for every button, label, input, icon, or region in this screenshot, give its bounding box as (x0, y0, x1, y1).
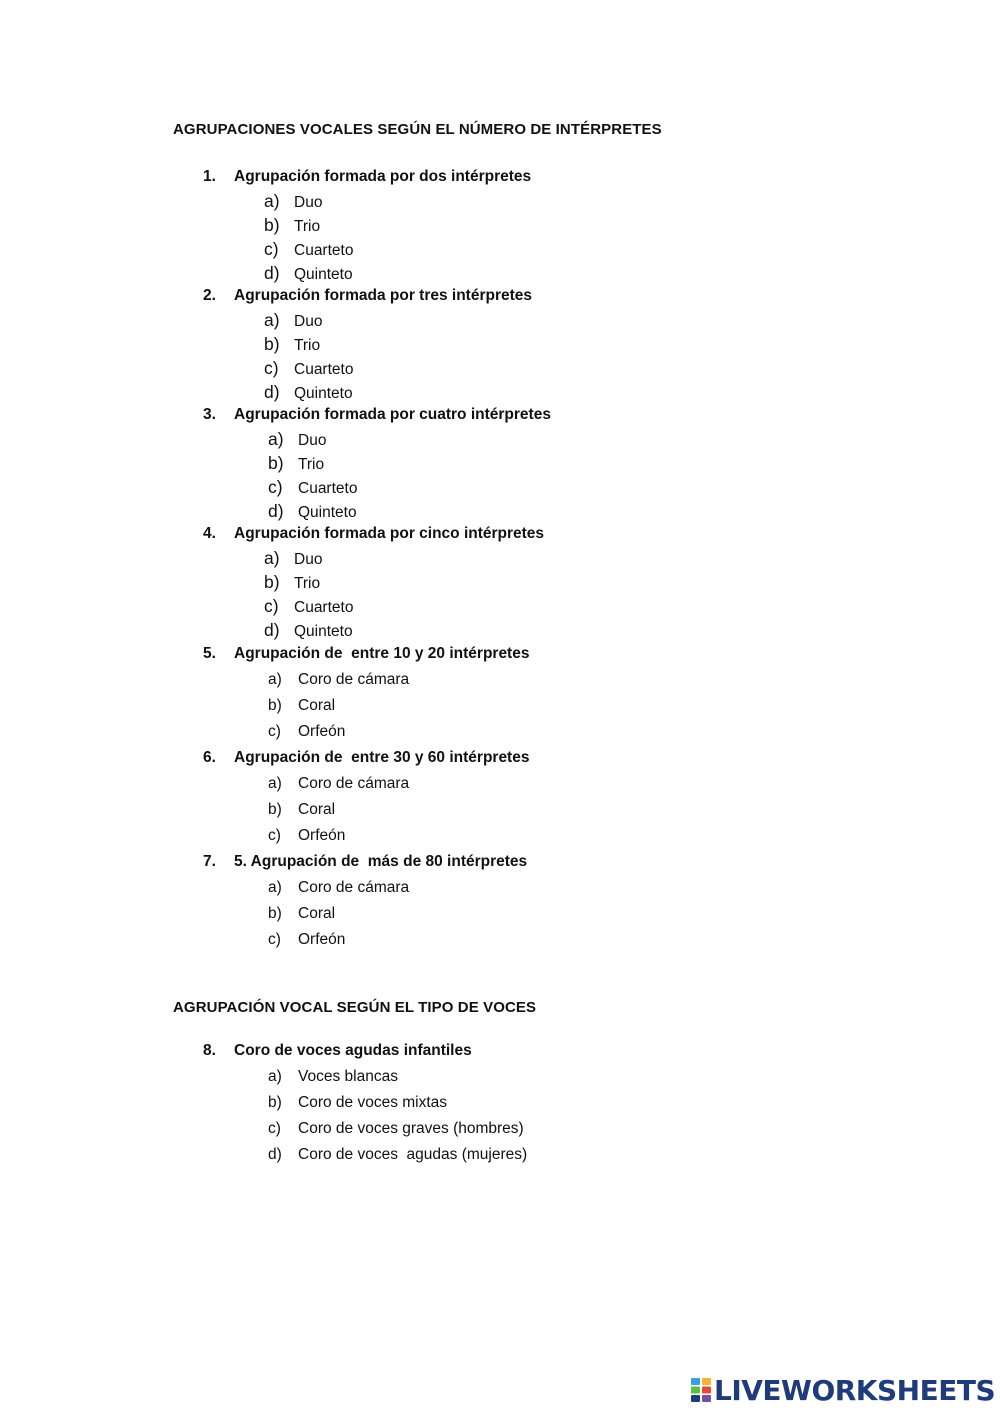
question-number: 5. (203, 645, 216, 662)
option-2c[interactable] (264, 358, 353, 379)
option-letter: b) (268, 801, 282, 818)
option-letter: d) (264, 263, 280, 283)
option-letter: a) (268, 775, 282, 792)
question-7 (203, 853, 527, 871)
option-letter: b) (264, 572, 280, 592)
option-text: Trio (298, 456, 325, 473)
option-text: Quinteto (294, 385, 353, 402)
option-1b[interactable] (264, 215, 320, 236)
option-text: Coro de voces agudas (mujeres) (298, 1146, 528, 1163)
option-3a[interactable] (268, 429, 326, 450)
option-text: Orfeón (298, 931, 346, 948)
option-text: Trio (294, 337, 321, 354)
option-letter: a) (268, 879, 282, 896)
option-letter: a) (264, 191, 280, 211)
question-text: Agrupación formada por cuatro intérpretes (234, 406, 551, 423)
option-text: Orfeón (298, 723, 346, 740)
question-text: Agrupación formada por dos intérpretes (234, 168, 532, 185)
question-5 (203, 645, 529, 663)
option-8a[interactable] (268, 1068, 398, 1086)
option-text: Duo (294, 313, 323, 330)
question-8 (203, 1042, 472, 1060)
option-text: Coro de cámara (298, 671, 410, 688)
question-6 (203, 749, 529, 767)
brand-name: LIVEWORKSHEETS (714, 1373, 996, 1407)
question-text: Agrupación formada por cinco intérpretes (234, 525, 545, 542)
option-text: Cuarteto (294, 242, 354, 259)
option-2a[interactable] (264, 310, 322, 331)
option-text: Coro de cámara (298, 879, 410, 896)
option-letter: a) (268, 1068, 282, 1085)
liveworksheets-logo-icon (691, 1378, 711, 1402)
option-3c[interactable] (268, 477, 357, 498)
question-text: Agrupación de entre 30 y 60 intérpretes (234, 749, 530, 766)
option-text: Cuarteto (298, 480, 358, 497)
option-letter: d) (264, 620, 280, 640)
option-text: Cuarteto (294, 361, 354, 378)
option-letter: d) (264, 382, 280, 402)
option-5b[interactable] (268, 697, 335, 715)
option-4c[interactable] (264, 596, 353, 617)
option-8d[interactable] (268, 1146, 527, 1164)
question-number: 1. (203, 168, 216, 185)
question-text: 5. Agrupación de más de 80 intérpretes (234, 853, 528, 870)
option-letter: b) (268, 453, 284, 473)
option-6c[interactable] (268, 827, 345, 845)
option-text: Coro de cámara (298, 775, 410, 792)
section-title-number: AGRUPACIONES VOCALES SEGÚN EL NÚMERO DE INTÉRPRETES (173, 121, 662, 138)
question-number: 2. (203, 287, 216, 304)
option-letter: c) (268, 723, 281, 740)
option-letter: c) (264, 239, 279, 259)
question-text: Agrupación formada por tres intérpretes (234, 287, 533, 304)
option-text: Coro de voces graves (hombres) (298, 1120, 524, 1137)
option-3b[interactable] (268, 453, 324, 474)
option-text: Trio (294, 218, 321, 235)
option-8c[interactable] (268, 1120, 524, 1138)
option-letter: b) (268, 697, 282, 714)
question-3 (203, 406, 551, 424)
question-number: 6. (203, 749, 216, 766)
option-6b[interactable] (268, 801, 335, 819)
option-letter: b) (268, 1094, 282, 1111)
option-7c[interactable] (268, 931, 345, 949)
option-text: Quinteto (298, 504, 357, 521)
option-text: Coral (298, 801, 336, 818)
option-letter: d) (268, 501, 284, 521)
option-letter: c) (268, 1120, 281, 1137)
option-6a[interactable] (268, 775, 409, 793)
option-text: Duo (298, 432, 327, 449)
option-3d[interactable] (268, 501, 357, 522)
question-number: 8. (203, 1042, 216, 1059)
option-4a[interactable] (264, 548, 322, 569)
option-letter: c) (268, 827, 281, 844)
option-2d[interactable] (264, 382, 353, 403)
option-letter: c) (268, 931, 281, 948)
option-text: Cuarteto (294, 599, 354, 616)
option-4d[interactable] (264, 620, 353, 641)
option-letter: b) (268, 905, 282, 922)
option-text: Voces blancas (298, 1068, 398, 1085)
option-5c[interactable] (268, 723, 345, 741)
option-text: Trio (294, 575, 321, 592)
option-letter: c) (268, 477, 283, 497)
option-letter: a) (268, 671, 282, 688)
option-7b[interactable] (268, 905, 335, 923)
option-4b[interactable] (264, 572, 320, 593)
option-letter: c) (264, 596, 279, 616)
question-text: Agrupación de entre 10 y 20 intérpretes (234, 645, 530, 662)
option-text: Coral (298, 905, 336, 922)
option-letter: a) (264, 310, 280, 330)
option-1d[interactable] (264, 263, 353, 284)
option-text: Quinteto (294, 623, 353, 640)
option-7a[interactable] (268, 879, 409, 897)
option-text: Coral (298, 697, 336, 714)
option-text: Quinteto (294, 266, 353, 283)
question-2 (203, 287, 532, 305)
question-1 (203, 168, 531, 186)
option-2b[interactable] (264, 334, 320, 355)
option-5a[interactable] (268, 671, 409, 689)
option-letter: a) (264, 548, 280, 568)
option-letter: d) (268, 1146, 282, 1163)
option-letter: c) (264, 358, 279, 378)
option-1a[interactable] (264, 191, 322, 212)
option-1c[interactable] (264, 239, 353, 260)
question-text: Coro de voces agudas infantiles (234, 1042, 472, 1059)
option-text: Coro de voces mixtas (298, 1094, 448, 1111)
option-letter: a) (268, 429, 284, 449)
option-text: Duo (294, 551, 323, 568)
question-number: 7. (203, 853, 216, 870)
option-text: Duo (294, 194, 323, 211)
option-text: Orfeón (298, 827, 346, 844)
option-letter: b) (264, 334, 280, 354)
option-8b[interactable] (268, 1094, 447, 1112)
question-number: 4. (203, 525, 216, 542)
section-title-voices: AGRUPACIÓN VOCAL SEGÚN EL TIPO DE VOCES (173, 999, 537, 1016)
option-letter: b) (264, 215, 280, 235)
question-number: 3. (203, 406, 216, 423)
question-4 (203, 525, 544, 543)
liveworksheets-logo (691, 1372, 995, 1408)
